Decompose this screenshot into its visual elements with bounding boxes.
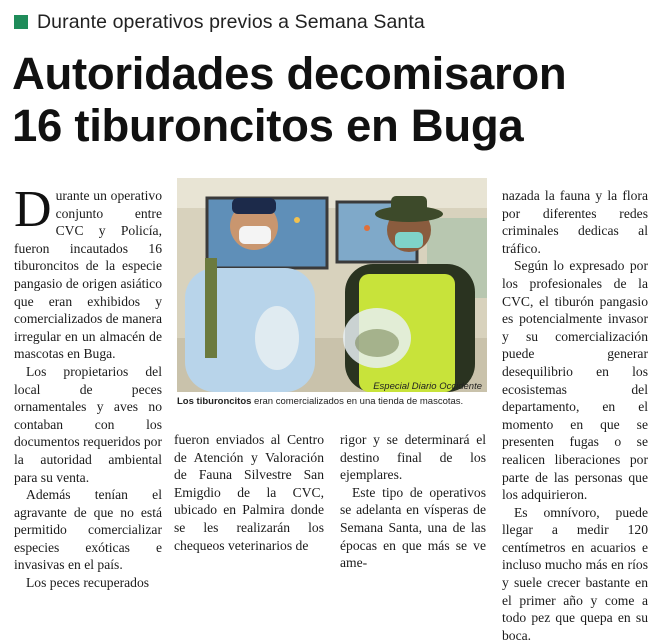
paragraph: Los peces recuperados [26, 575, 150, 591]
drop-cap: D [14, 181, 52, 238]
paragraph [14, 181, 162, 363]
paragraph: rigor y se determinará el destino final de los ejemplares. [340, 432, 486, 483]
paragraph: Este tipo de operativos se adelanta en vísperas de Semana Santa, una de las épocas en que más se ve ame- [340, 484, 486, 571]
photo-illustration [177, 178, 487, 392]
kicker-text: Durante operativos previos a Semana Santa [37, 10, 425, 33]
paragraph-text: urante un operativo conjunto entre CVC y Policía, fueron incautados 16 tiburoncitos de la especie pangasio de origen asiático que eran exhibidos y comercializados de manera irregular en un almacén de mascotas en Buga. [14, 188, 162, 362]
paragraph: Los propietarios del local de peces ornamentales y aves no contaban con los documentos requeridos por la autoridad ambiental para su venta. [14, 363, 162, 485]
section-kicker [14, 10, 425, 34]
article-column-2 [174, 431, 324, 554]
headline-line-1: Autoridades decomisaron [12, 48, 567, 99]
green-square-icon [14, 15, 28, 29]
headline [12, 48, 652, 152]
article-column-4 [502, 187, 648, 644]
article-column-3 [340, 431, 486, 572]
caption-text: eran comercializados en una tienda de mascotas. [251, 396, 464, 407]
paragraph: Además tenían el agravante de que no está permitido comercializar especies exóticas e invasivas en el país. [14, 487, 162, 573]
paragraph: fueron enviados al Centro de Atención y Valoración de Fauna Silvestre San Emigdio de la CVC, ubicado en Palmira donde se les realizarán los chequeos veterinarios de [174, 432, 324, 553]
paragraph: Según lo expresado por los profesionales de la CVC, el tiburón pangasio es potencialmente invasor y su comercialización puede generar desequilibrio en los ecosistemas del departamento, en el momento en que se presenten fugas o se realicen liberaciones por parte de las personas que los adquirieron. [502, 258, 648, 503]
article-column-1 [14, 181, 162, 592]
caption-lead: Los tiburoncitos [177, 396, 252, 407]
news-photo [177, 178, 487, 392]
paragraph: nazada la fauna y la flora por diferentes redes criminales dedicas al tráfico. [502, 188, 648, 256]
headline-line-2: 16 tiburoncitos en Buga [12, 100, 524, 151]
photo-caption [177, 396, 487, 407]
paragraph: Es omnívoro, puede llegar a medir 120 centímetros en acuarios e incluso mucho más en ríos y suele crecer bastante en el primer año y come a todo pez que quepa en su boca. [502, 504, 648, 643]
photo-credit: Especial Diario Occidente [373, 381, 482, 392]
